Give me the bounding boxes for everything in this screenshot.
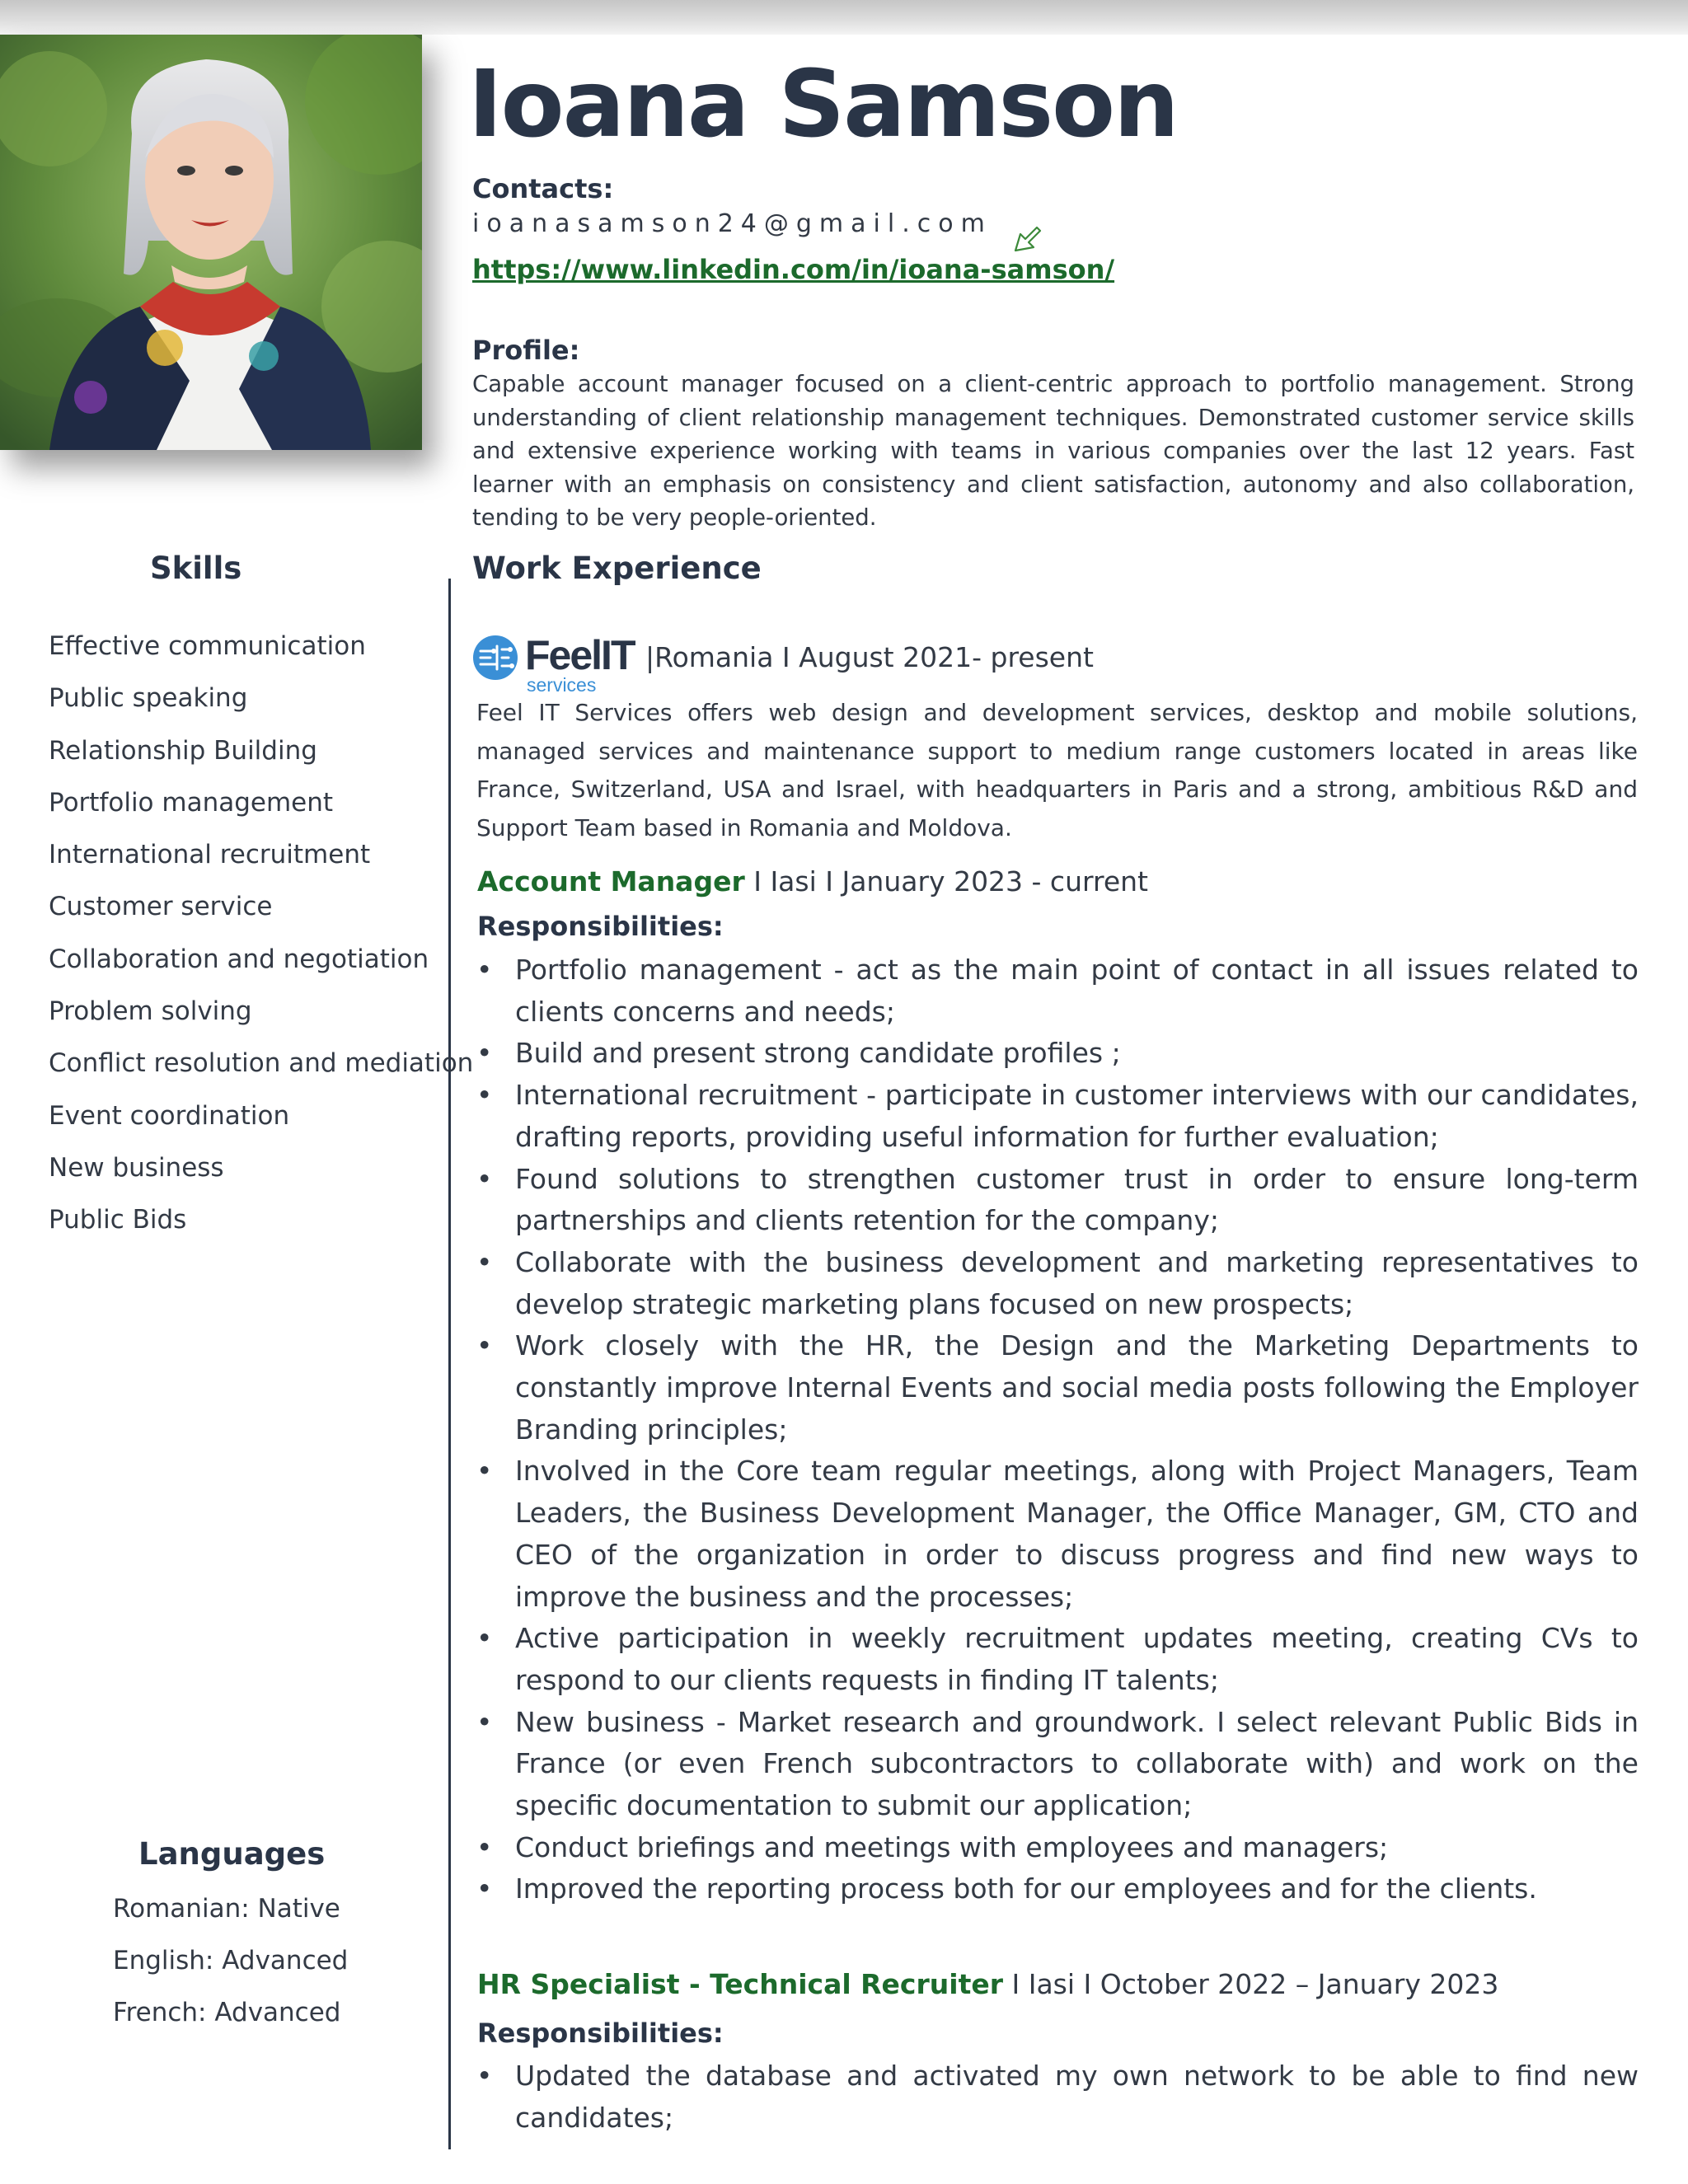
responsibility-item: • Collaborate with the business development and marketing representatives to develop strategic marketing plans focused on new prospects;	[476, 1242, 1639, 1325]
responsibility-item: • New business - Market research and groundwork. I select relevant Public Bids in France (or even French subcontractors to collaborate with) and work on the specific documentation to submit our application;	[476, 1702, 1639, 1827]
candidate-name: Ioana Samson	[468, 51, 1178, 158]
skill-item: Effective communication	[49, 631, 366, 661]
responsibilities-label: Responsibilities:	[477, 2018, 724, 2049]
responsibilities-list	[476, 2055, 1639, 2139]
feelit-logo-subtext: services	[527, 674, 597, 696]
work-experience-title: Work Experience	[472, 551, 762, 586]
responsibility-item: • Active participation in weekly recruitment updates meeting, creating CVs to respond to our clients requests in finding IT talents;	[476, 1618, 1639, 1701]
skill-item: Public Bids	[49, 1205, 187, 1235]
skill-item: Customer service	[49, 892, 273, 922]
responsibilities-label: Responsibilities:	[477, 911, 724, 942]
skills-title: Skills	[150, 551, 242, 586]
job-title: HR Specialist - Technical Recruiter	[477, 1968, 1004, 2000]
responsibility-item: • Updated the database and activated my own network to be able to find new candidates;	[476, 2055, 1639, 2139]
contacts-label: Contacts:	[472, 173, 614, 204]
job-meta: I Iasi I January 2023 - current	[744, 865, 1148, 898]
skill-item: Public speaking	[49, 683, 248, 714]
job-title: Account Manager	[477, 865, 745, 898]
skill-item: Event coordination	[49, 1100, 290, 1131]
job-header-account-manager	[477, 865, 1148, 898]
skill-item: Relationship Building	[49, 735, 317, 766]
profile-text: Capable account manager focused on a client-centric approach to portfolio management. Strong understanding of client relationship management techniques. Demonstrated customer service skills and extensive experience working with teams in various companies over the last 12 years. Fast learner with an emphasis on consistency and client satisfaction, autonomy and also collaboration, tending to be very people-oriented.	[472, 371, 1634, 531]
company-description: Feel IT Services offers web design and development services, desktop and mobile solutions, managed services and maintenance support to medium range customers located in areas like France, Switzerland, USA and Israel, with headquarters in Paris and a strong, ambitious R&D and Support Team based in Romania and Moldova.	[476, 699, 1638, 841]
language-item: English: Advanced	[113, 1946, 349, 1975]
linkedin-link[interactable]: https://www.linkedin.com/in/ioana-samson/	[472, 254, 1115, 285]
cursor-icon	[1012, 223, 1045, 255]
feelit-logo-text: FeelIT	[525, 632, 635, 678]
top-shade	[0, 0, 1688, 35]
profile-photo	[0, 35, 422, 450]
skill-item: Portfolio management	[49, 787, 334, 818]
responsibility-item: • Build and present strong candidate profiles ;	[476, 1033, 1639, 1075]
feelit-logo-icon	[472, 633, 518, 701]
responsibility-item: • Improved the reporting process both for our employees and for the clients.	[476, 1868, 1639, 1910]
company-header	[472, 631, 1643, 701]
responsibility-item: • Involved in the Core team regular meetings, along with Project Managers, Team Leaders, the Business Development Manager, the Office Manager, GM, CTO and CEO of the organization in order to discuss progress and find new ways to improve the business and the processes;	[476, 1451, 1639, 1618]
job-header-hr-specialist	[477, 1968, 1498, 2000]
language-item: French: Advanced	[113, 1998, 341, 2027]
responsibility-item: • Found solutions to strengthen customer trust in order to ensure long-term partnerships and clients retention for the company;	[476, 1159, 1639, 1242]
skills-list	[49, 628, 473, 1254]
skill-item: New business	[49, 1152, 224, 1183]
language-item: Romanian: Native	[113, 1894, 340, 1924]
responsibility-item: • International recruitment - participate in customer interviews with our candidates, drafting reports, providing useful information for further evaluation;	[476, 1075, 1639, 1158]
skill-item: Conflict resolution and mediation	[49, 1048, 474, 1079]
responsibility-item: • Conduct briefings and meetings with employees and managers;	[476, 1827, 1639, 1869]
skill-item: Problem solving	[49, 996, 252, 1027]
job-meta: I Iasi I October 2022 – January 2023	[1003, 1968, 1499, 2000]
company-meta: |Romania I August 2021- present	[645, 641, 1094, 673]
languages-title: Languages	[138, 1836, 326, 1872]
skill-item: Collaboration and negotiation	[49, 944, 429, 974]
email-text: ioanasamson24@gmail.com	[472, 209, 992, 238]
responsibility-item: • Portfolio management - act as the main point of contact in all issues related to clients concerns and needs;	[476, 949, 1639, 1033]
profile-label: Profile:	[472, 335, 580, 366]
responsibility-item: • Work closely with the HR, the Design and the Marketing Departments to constantly improve Internal Events and social media posts following the Employer Branding principles;	[476, 1325, 1639, 1451]
responsibilities-list	[476, 949, 1639, 1910]
skill-item: International recruitment	[49, 840, 371, 870]
languages-list	[113, 1891, 348, 2046]
